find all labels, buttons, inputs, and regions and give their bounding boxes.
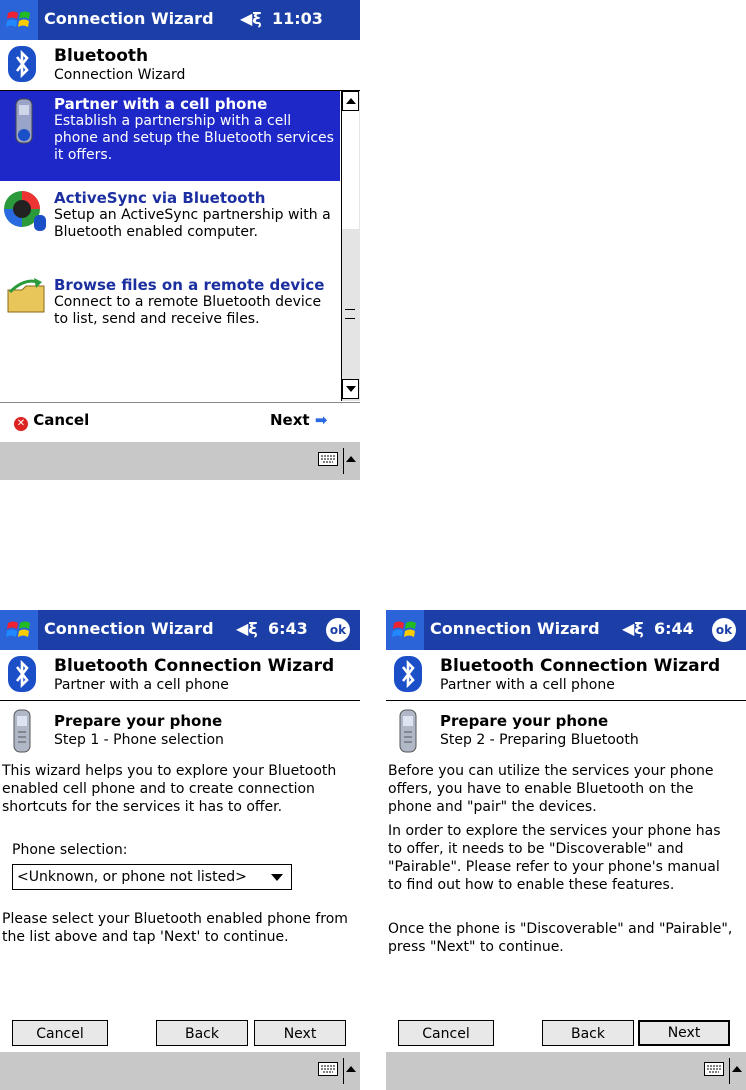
keyboard-icon[interactable] [318,452,338,466]
list-item-title: ActiveSync via Bluetooth [54,189,266,207]
header-subtitle: Partner with a cell phone [54,677,229,693]
cancel-button[interactable]: Cancel [12,1020,108,1046]
arrow-right-icon: ➡ [314,411,328,429]
list-item-desc: Establish a partnership with a cell phone and setup the Bluetooth services it offers. [54,113,334,163]
sip-menu-arrow-icon[interactable] [346,456,356,462]
cancel-label: Cancel [33,411,90,429]
back-button[interactable]: Back [156,1020,248,1046]
screen-connection-wizard-list [0,0,360,480]
input-panel-bar [0,441,360,480]
screen-step1 [0,610,360,1090]
divider [343,1058,344,1084]
keyboard-icon[interactable] [318,1062,338,1076]
scroll-thumb[interactable] [342,111,359,229]
ok-button[interactable]: ok [326,618,350,642]
discoverable-text: In order to explore the services your phone has to offer, it needs to be "Discoverable" and "Pairable". Please refer to your phone's manual to find out how to enable these features. [388,823,721,893]
bluetooth-icon [8,656,36,692]
instruction-text: Please select your Bluetooth enabled phone from the list above and tap 'Next' to continue. [2,911,348,945]
start-button[interactable] [0,610,38,650]
speaker-icon[interactable]: ◀ξ [236,619,258,638]
chevron-down-icon [271,874,283,881]
list-item-title: Partner with a cell phone [54,95,268,113]
windows-flag-icon [6,618,32,642]
window-title: Connection Wizard [430,619,600,638]
header-subtitle: Connection Wizard [54,67,186,83]
list-item-browse-files[interactable] [0,272,340,340]
list-item-title: Browse files on a remote device [54,276,325,294]
phone-selection-dropdown[interactable] [12,864,292,890]
wizard-header [386,650,746,700]
next-button[interactable]: Next [638,1020,730,1046]
list-item-partner-cell-phone[interactable] [0,91,340,181]
start-button[interactable] [386,610,424,650]
header-title: Bluetooth Connection Wizard [54,656,335,676]
list-item-desc: Connect to a remote Bluetooth device to list, send and receive files. [54,294,322,327]
next-button[interactable] [270,411,327,429]
title-bar [386,610,746,650]
step-subtitle: Step 1 - Phone selection [54,732,224,748]
title-bar [0,610,360,650]
divider [343,448,344,474]
wizard-header [0,650,360,700]
phone-selection-label: Phone selection: [12,842,128,858]
list-item-desc: Setup an ActiveSync partnership with a Bluetooth enabled computer. [54,207,331,240]
window-title: Connection Wizard [44,619,214,638]
activesync-icon [2,189,50,235]
header-title: Bluetooth Connection Wizard [440,656,721,676]
divider [386,700,746,701]
scroll-grip-icon [345,309,355,319]
ok-button[interactable]: ok [712,618,736,642]
cancel-icon: ✕ [14,417,28,431]
input-panel-bar [386,1051,746,1090]
cell-phone-icon [396,708,420,756]
command-bar [0,402,360,439]
clock[interactable]: 6:44 [654,619,694,638]
clock[interactable]: 11:03 [272,9,323,28]
cancel-button[interactable] [14,411,89,431]
windows-flag-icon [6,8,32,32]
header-title: Bluetooth [54,46,149,66]
step-title: Prepare your phone [440,712,609,730]
cancel-button[interactable]: Cancel [398,1020,494,1046]
input-panel-bar [0,1051,360,1090]
step-subtitle: Step 2 - Preparing Bluetooth [440,732,639,748]
windows-flag-icon [392,618,418,642]
start-button[interactable] [0,0,38,40]
folder-icon [4,274,50,318]
speaker-icon[interactable]: ◀ξ [622,619,644,638]
step-title: Prepare your phone [54,712,223,730]
vertical-scrollbar[interactable] [341,91,360,401]
wizard-header [0,40,360,90]
title-bar [0,0,360,40]
continue-text: Once the phone is "Discoverable" and "Pairable", press "Next" to continue. [388,921,733,955]
next-button[interactable]: Next [254,1020,346,1046]
bluetooth-icon [8,46,36,82]
next-label: Next [270,411,310,429]
bluetooth-icon [394,656,422,692]
keyboard-icon[interactable] [704,1062,724,1076]
scroll-down-button[interactable] [342,379,359,399]
intro-text: Before you can utilize the services your phone offers, you have to enable Bluetooth on the phone and "pair" the devices. [388,763,714,815]
back-button[interactable]: Back [542,1020,634,1046]
speaker-icon[interactable]: ◀ξ [240,9,262,28]
window-title: Connection Wizard [44,9,214,28]
phone-selection-value: <Unknown, or phone not listed> [17,869,247,885]
intro-text: This wizard helps you to explore your Bluetooth enabled cell phone and to create connection shortcuts for the services it has to offer. [2,763,337,815]
sip-menu-arrow-icon[interactable] [346,1066,356,1072]
cell-phone-icon [10,708,34,756]
header-subtitle: Partner with a cell phone [440,677,615,693]
clock[interactable]: 6:43 [268,619,308,638]
screen-step2 [386,610,746,1090]
divider [729,1058,730,1084]
sip-menu-arrow-icon[interactable] [732,1066,742,1072]
list-item-activesync[interactable] [0,185,340,253]
divider [0,700,360,701]
scroll-up-button[interactable] [342,91,359,111]
cell-phone-icon [10,95,38,151]
